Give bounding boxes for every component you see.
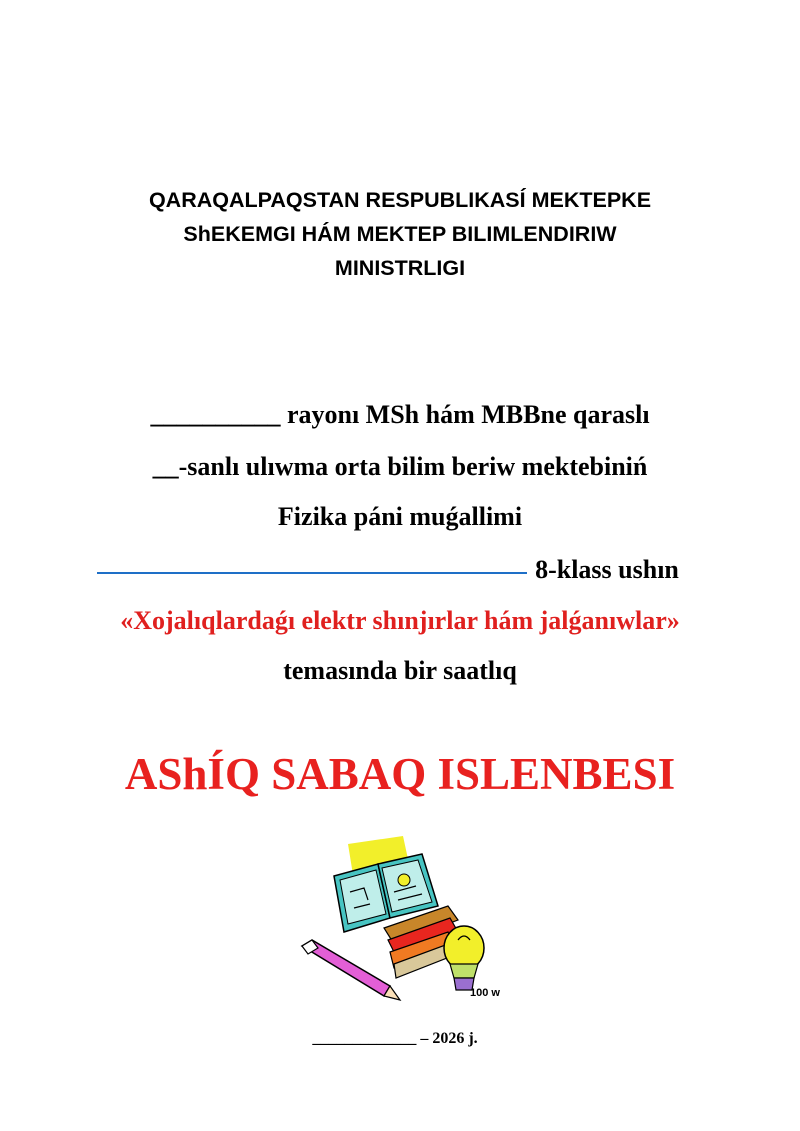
class-label: 8-klass ushın xyxy=(535,555,679,584)
district-line: __________ rayonı MSh hám MBBne qaraslı xyxy=(150,400,650,429)
teacher-name-line xyxy=(0,555,788,585)
topic-line: «Xojalıqlardaǵı elektr shınjırlar hám jalǵanıwlar» xyxy=(120,606,680,635)
document-title: AShÍQ SABAQ ISLENBESI xyxy=(124,749,676,799)
books-pencil-bulb-clipart-icon xyxy=(298,836,508,1006)
teacher-name-blank xyxy=(97,572,527,574)
topic-suffix-line: temasında bir saatlıq xyxy=(283,656,517,685)
school-line: __-sanlı ulıwma orta bilim beriw mektebiniń xyxy=(152,452,648,481)
teacher-line: Fizika páni muǵallimi xyxy=(277,502,523,531)
footer-date-line: _____________ – 2026 j. xyxy=(312,1030,478,1047)
ministry-line-3: MINISTRLIGI xyxy=(334,256,466,280)
bulb-wattage-label: 100 w xyxy=(470,987,500,999)
ministry-line-1: QARAQALPAQSTAN RESPUBLIKASÍ MEKTEPKE xyxy=(148,188,652,212)
ministry-heading xyxy=(60,183,740,285)
ministry-line-2: ShEKEMGI HÁM MEKTEP BILIMLENDIRIW xyxy=(183,222,617,246)
